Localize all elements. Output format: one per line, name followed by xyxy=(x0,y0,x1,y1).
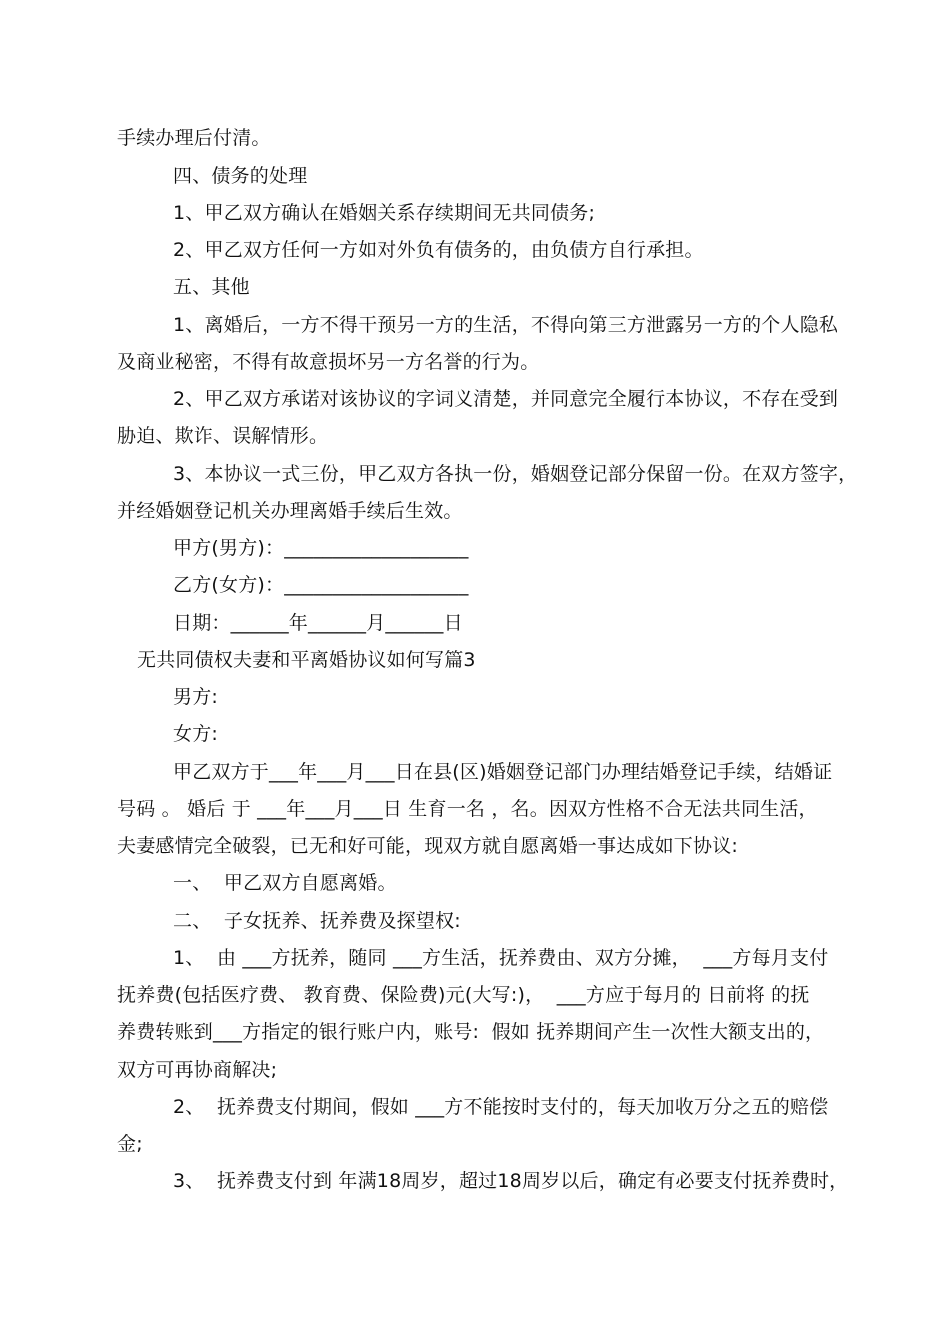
text-line: 甲乙双方于___年___月___日在县(区)婚姻登记部门办理结婚登记手续，结婚证 xyxy=(173,761,833,783)
text-line: 二、 子女抚养、抚养费及探望权: xyxy=(173,910,461,932)
date-line: 日期：______年______月______日 xyxy=(173,612,463,634)
text-line: 2、甲乙双方承诺对该协议的字词义清楚，并同意完全履行本协议，不存在受到 xyxy=(173,388,839,410)
text-line: 双方可再协商解决; xyxy=(117,1059,278,1081)
text-line: 一、 甲乙双方自愿离婚。 xyxy=(173,872,397,894)
text-line: 2、 抚养费支付期间，假如 ___方不能按时支付的，每天加收万分之五的赔偿 xyxy=(173,1096,829,1118)
text-line: 1、甲乙双方确认在婚姻关系存续期间无共同债务; xyxy=(173,202,596,224)
text-line: 女方: xyxy=(173,723,219,745)
text-line: 夫妻感情完全破裂，已无和好可能，现双方就自愿离婚一事达成如下协议: xyxy=(117,835,739,857)
text-line: 金; xyxy=(117,1133,143,1155)
signature-line-party-a: 甲方(男方)：___________________ xyxy=(173,537,469,559)
section-title: 无共同债权夫妻和平离婚协议如何写篇3 xyxy=(137,649,476,671)
text-line: 3、 抚养费支付到 年满18周岁，超过18周岁以后，确定有必要支付抚养费时， xyxy=(173,1170,849,1192)
section-heading-debts: 四、债务的处理 xyxy=(173,165,308,187)
text-line: 养费转账到___方指定的银行账户内，账号: 假如 抚养期间产生一次性大额支出的， xyxy=(117,1021,825,1043)
signature-line-party-b: 乙方(女方)：___________________ xyxy=(173,574,469,596)
text-line: 并经婚姻登记机关办理离婚手续后生效。 xyxy=(117,500,463,522)
section-heading-other: 五、其他 xyxy=(173,276,250,298)
text-line: 抚养费(包括医疗费、 教育费、保险费)元(大写:)， ___方应于每月的 日前将 的抚 xyxy=(117,984,810,1006)
text-line: 胁迫、欺诈、误解情形。 xyxy=(117,425,329,447)
text-line: 1、 由 ___方抚养，随同 ___方生活，抚养费由、双方分摊， ___方每月支付 xyxy=(173,947,829,969)
text-line: 男方: xyxy=(173,686,219,708)
text-line: 3、本协议一式三份，甲乙双方各执一份，婚姻登记部分保留一份。在双方签字， xyxy=(173,463,858,485)
text-line: 2、甲乙双方任何一方如对外负有债务的，由负债方自行承担。 xyxy=(173,239,704,261)
text-line: 1、离婚后，一方不得干预另一方的生活，不得向第三方泄露另一方的个人隐私 xyxy=(173,314,839,336)
text-line: 手续办理后付清。 xyxy=(117,127,271,149)
text-line: 号码 。 婚后 于 ___年___月___日 生育一名 ，名。因双方性格不合无法共同生活， xyxy=(117,798,818,820)
text-line: 及商业秘密，不得有故意损坏另一方名誉的行为。 xyxy=(117,351,540,373)
